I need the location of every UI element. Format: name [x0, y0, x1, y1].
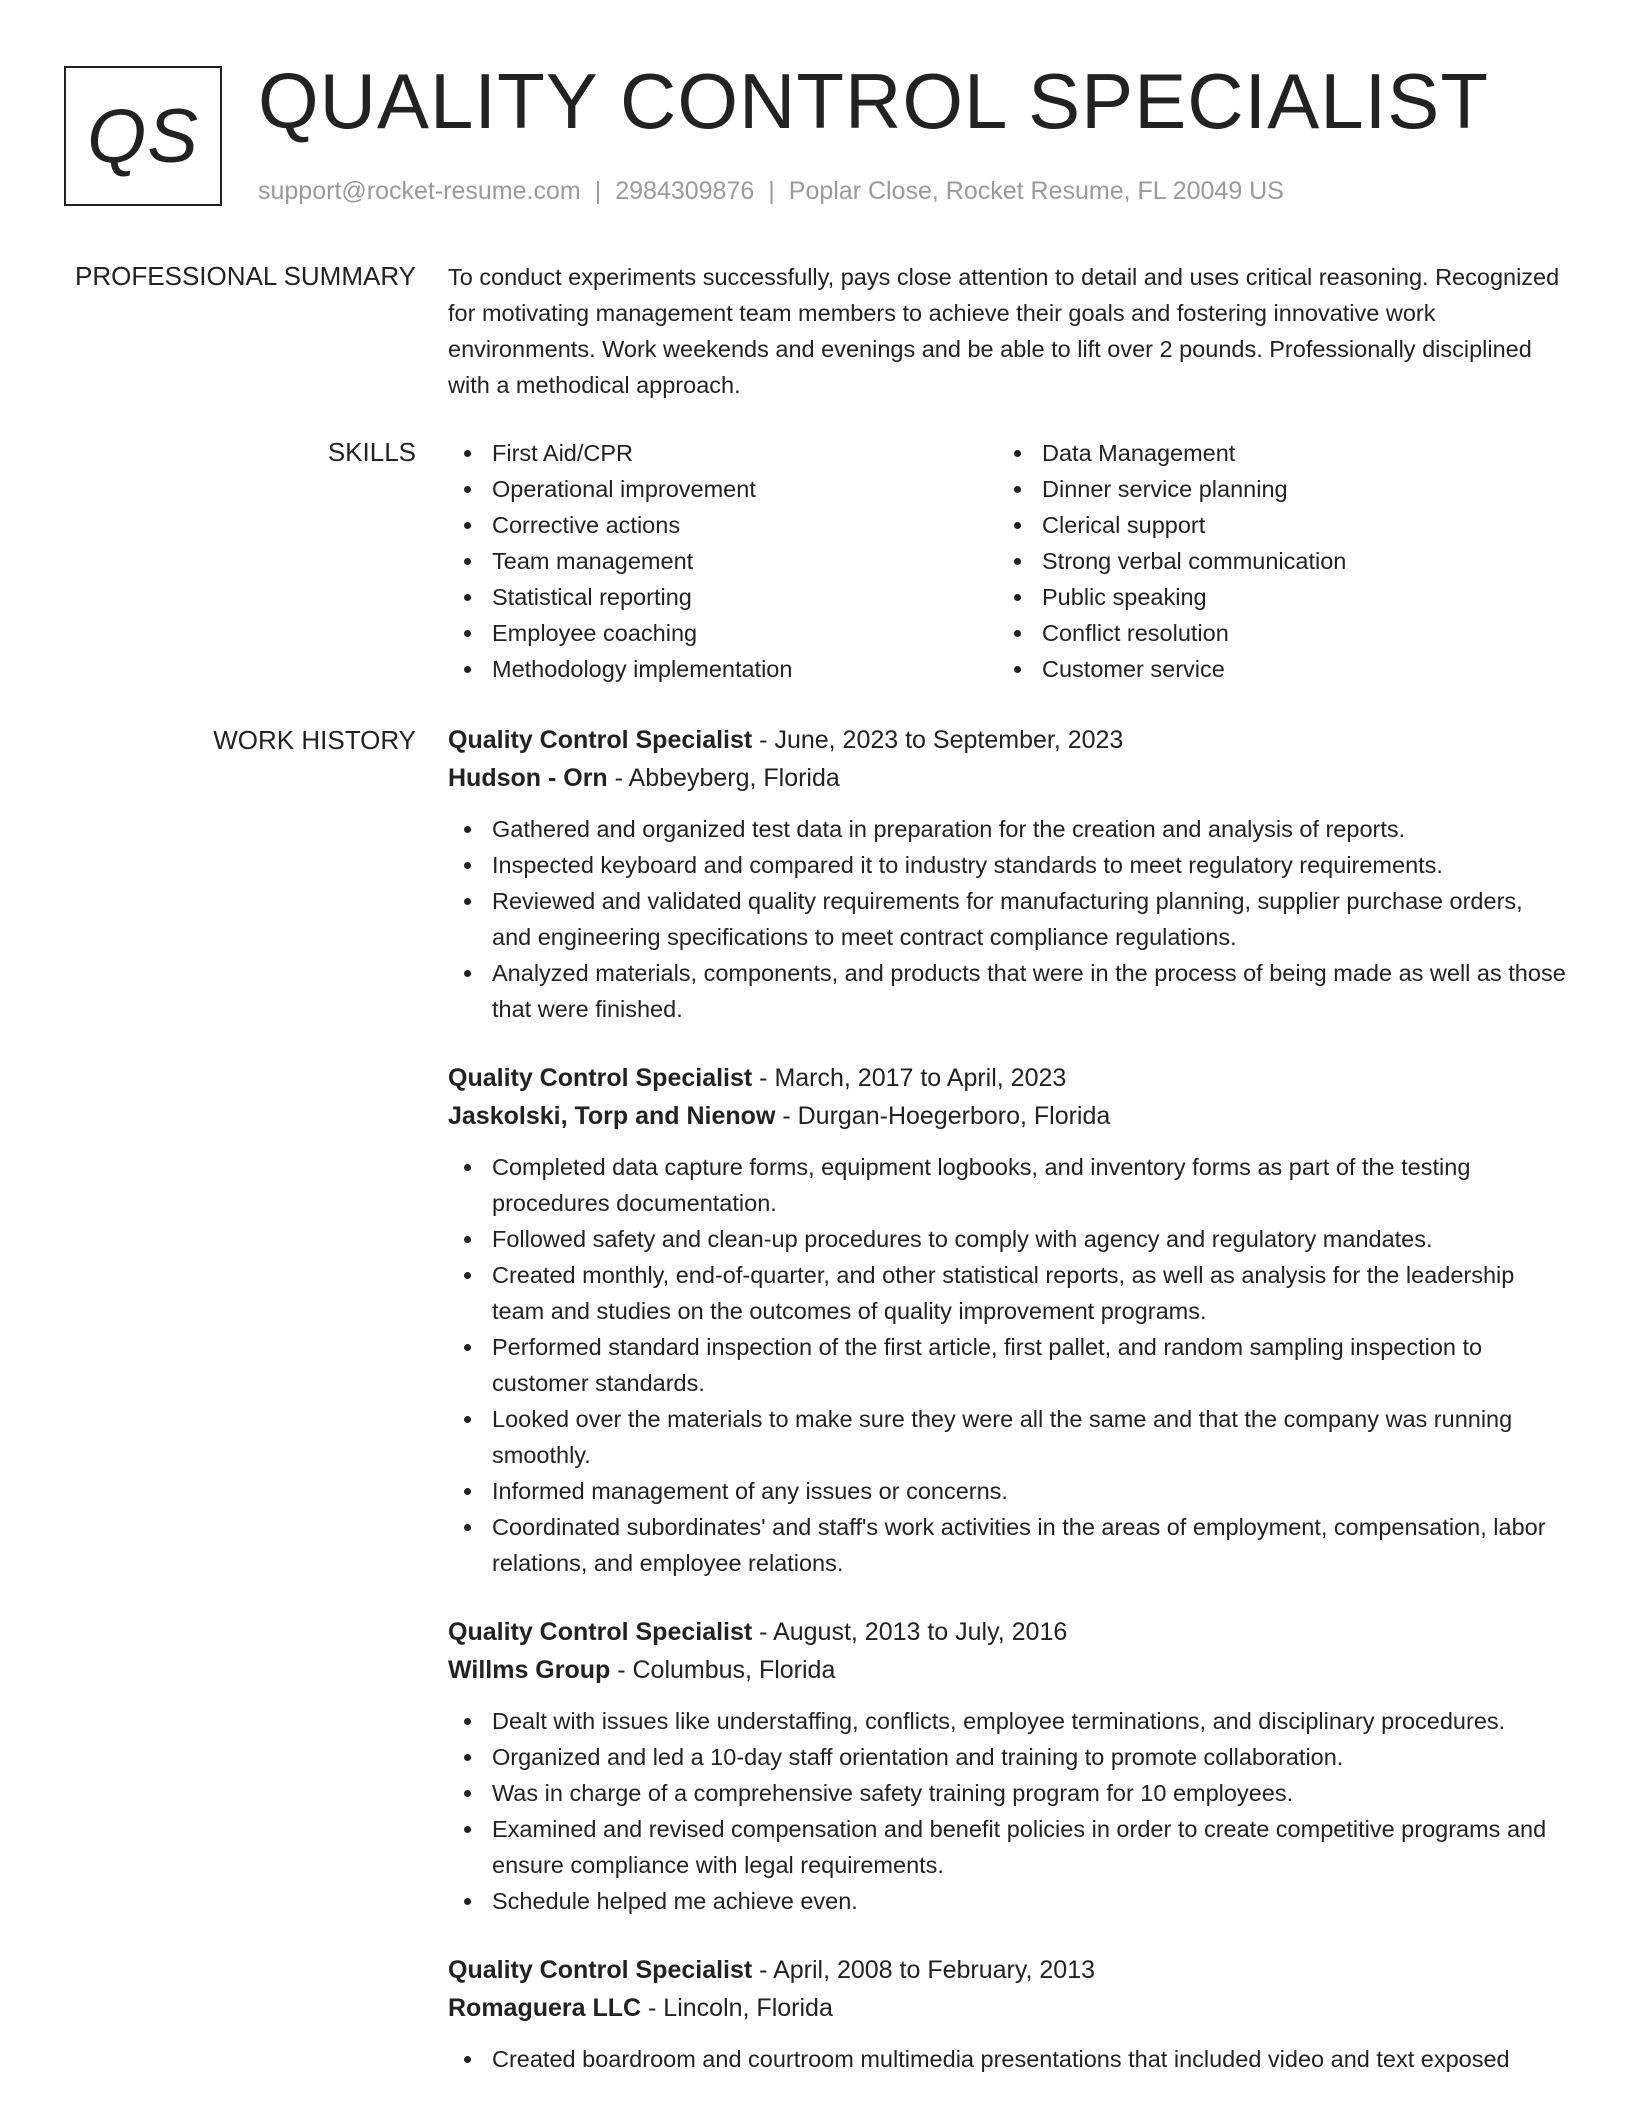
- skills-section: [448, 435, 1568, 687]
- skills-heading: SKILLS: [327, 437, 416, 467]
- job-company-line: [448, 1097, 1568, 1135]
- job-duty-item: Followed safety and clean-up procedures to comply with agency and regulatory mandates.: [448, 1221, 1568, 1257]
- job-title: Quality Control Specialist: [448, 1956, 753, 1984]
- job-location: - Abbeyberg, Florida: [607, 764, 840, 792]
- job-duties-list: [448, 1149, 1568, 1581]
- skill-item: Corrective actions: [448, 507, 998, 543]
- skill-item: Team management: [448, 543, 998, 579]
- skills-column-right: [998, 435, 1548, 687]
- job-duty-item: Gathered and organized test data in preparation for the creation and analysis of reports.: [448, 811, 1568, 847]
- job-duties-list: [448, 811, 1568, 1027]
- work-history-heading: WORK HISTORY: [213, 725, 416, 755]
- job-duty-item: Performed standard inspection of the first article, first pallet, and random sampling inspection to customer standards.: [448, 1329, 1568, 1401]
- job-entry: [448, 1613, 1568, 1919]
- job-company: Jaskolski, Torp and Nienow: [448, 1102, 776, 1130]
- job-dates: - April, 2008 to February, 2013: [752, 1956, 1096, 1984]
- job-duty-item: Inspected keyboard and compared it to industry standards to meet regulatory requirements.: [448, 847, 1568, 883]
- job-duties-list: [448, 2041, 1568, 2077]
- contact-line: [258, 174, 1284, 208]
- job-title: Quality Control Specialist: [448, 1618, 753, 1646]
- contact-separator: |: [768, 177, 775, 205]
- skill-item: Dinner service planning: [998, 471, 1548, 507]
- summary-section: [448, 259, 1568, 403]
- job-duty-item: Analyzed materials, components, and products that were in the process of being made as well as those that were finished.: [448, 955, 1568, 1027]
- job-company: Romaguera LLC: [448, 1994, 642, 2022]
- job-duty-item: Created boardroom and courtroom multimedia presentations that included video and text exposed: [448, 2041, 1568, 2077]
- contact-separator: |: [594, 177, 602, 205]
- summary-text: To conduct experiments successfully, pays close attention to detail and uses critical reasoning. Recognized for motivating management team members to achieve their goals and fostering innovative work environments. Work weekends and evenings and be able to lift over 2 pounds. Professionally disciplined with a methodical approach.: [448, 264, 1560, 398]
- job-duty-item: Dealt with issues like understaffing, conflicts, employee terminations, and disciplinary procedures.: [448, 1703, 1568, 1739]
- job-entry: [448, 721, 1568, 1027]
- job-duty-item: Completed data capture forms, equipment logbooks, and inventory forms as part of the testing procedures documentation.: [448, 1149, 1568, 1221]
- job-dates: - August, 2013 to July, 2016: [752, 1618, 1068, 1646]
- job-title-line: [448, 721, 1568, 759]
- skill-item: Customer service: [998, 651, 1548, 687]
- job-duty-item: Reviewed and validated quality requirements for manufacturing planning, supplier purchase orders, and engineering specifications to meet contract compliance regulations.: [448, 883, 1568, 955]
- job-duty-item: Schedule helped me achieve even.: [448, 1883, 1568, 1919]
- skill-item: Clerical support: [998, 507, 1548, 543]
- skill-item: Conflict resolution: [998, 615, 1548, 651]
- job-duties-list: [448, 1703, 1568, 1919]
- job-title: Quality Control Specialist: [448, 726, 753, 754]
- skill-item: Operational improvement: [448, 471, 998, 507]
- job-location: - Columbus, Florida: [610, 1656, 836, 1684]
- job-entry: [448, 1059, 1568, 1581]
- work-history-section: [448, 721, 1568, 2109]
- job-duty-item: Looked over the materials to make sure they were all the same and that the company was running smoothly.: [448, 1401, 1568, 1473]
- job-dates: - March, 2017 to April, 2023: [752, 1064, 1067, 1092]
- job-location: - Lincoln, Florida: [641, 1994, 833, 2022]
- contact-email[interactable]: support@rocket-resume.com: [258, 177, 581, 205]
- job-title-line: [448, 1613, 1568, 1651]
- job-location: - Durgan-Hoegerboro, Florida: [775, 1102, 1111, 1130]
- contact-phone[interactable]: 2984309876: [615, 177, 755, 205]
- job-duty-item: Organized and led a 10-day staff orientation and training to promote collaboration.: [448, 1739, 1568, 1775]
- job-duty-item: Examined and revised compensation and benefit policies in order to create competitive programs and ensure compliance with legal requirements.: [448, 1811, 1568, 1883]
- monogram-box: [64, 66, 222, 206]
- job-company-line: [448, 759, 1568, 797]
- job-duty-item: Informed management of any issues or concerns.: [448, 1473, 1568, 1509]
- page-title: QUALITY CONTROL SPECIALIST: [258, 57, 1489, 145]
- skill-item: First Aid/CPR: [448, 435, 998, 471]
- skill-item: Strong verbal communication: [998, 543, 1548, 579]
- job-dates: - June, 2023 to September, 2023: [752, 726, 1124, 754]
- job-title: Quality Control Specialist: [448, 1064, 753, 1092]
- job-duty-item: Was in charge of a comprehensive safety training program for 10 employees.: [448, 1775, 1568, 1811]
- skill-item: Employee coaching: [448, 615, 998, 651]
- job-company: Willms Group: [448, 1656, 611, 1684]
- skill-item: Methodology implementation: [448, 651, 998, 687]
- skills-column-left: [448, 435, 998, 687]
- job-entry: [448, 1951, 1568, 2077]
- job-company-line: [448, 1651, 1568, 1689]
- skill-item: Data Management: [998, 435, 1548, 471]
- job-duty-item: Created monthly, end-of-quarter, and other statistical reports, as well as analysis for the leadership team and studies on the outcomes of quality improvement programs.: [448, 1257, 1568, 1329]
- skill-item: Public speaking: [998, 579, 1548, 615]
- skill-item: Statistical reporting: [448, 579, 998, 615]
- job-title-line: [448, 1951, 1568, 1989]
- job-company-line: [448, 1989, 1568, 2027]
- monogram-initials: QS: [87, 93, 199, 179]
- job-company: Hudson - Orn: [448, 764, 608, 792]
- summary-heading: PROFESSIONAL SUMMARY: [75, 261, 416, 291]
- job-title-line: [448, 1059, 1568, 1097]
- contact-address: Poplar Close, Rocket Resume, FL 20049 US: [788, 177, 1284, 205]
- job-duty-item: Coordinated subordinates' and staff's work activities in the areas of employment, compensation, labor relations, and employee relations.: [448, 1509, 1568, 1581]
